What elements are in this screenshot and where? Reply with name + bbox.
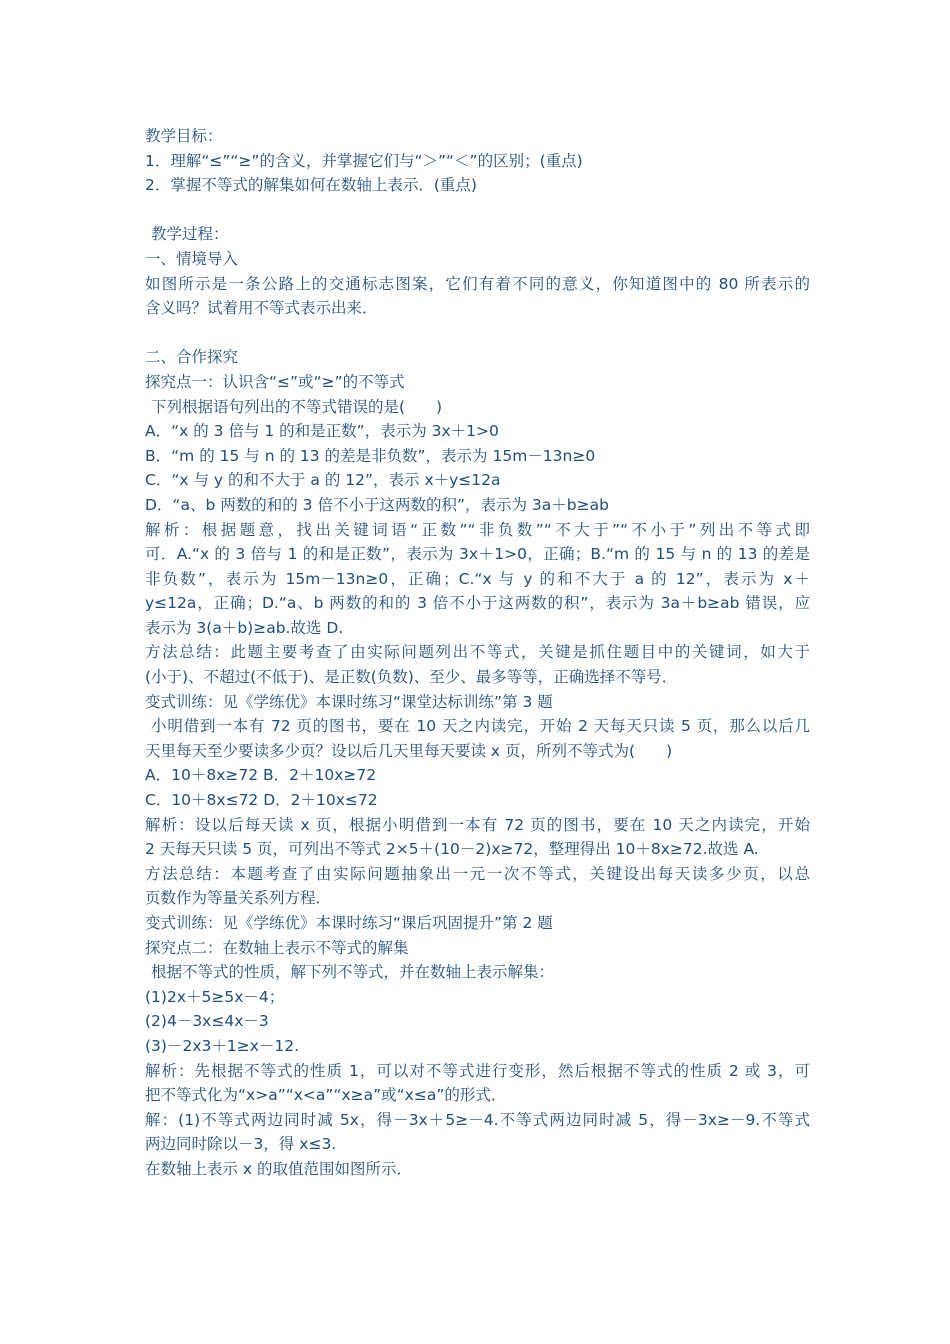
q3-solution-3: 在数轴上表示 x 的取值范围如图所示． bbox=[145, 1159, 413, 1178]
q1-analysis-3: 非负数”，表示为 15m－13n≥0，正确；C.“x 与 y 的和不大于 a 的 12”，表示为 x＋ bbox=[145, 569, 810, 588]
q2-method-2: 页数作为等量关系列方程． bbox=[145, 889, 332, 908]
q1-option-a: A．“x 的 3 倍与 1 的和是正数”，表示为 3x＋1>0 bbox=[145, 422, 499, 441]
q3-solution-1: 解：(1)不等式两边同时减 5x，得－3x＋5≥－4.不等式两边同时减 5，得－3x≥－9.不等式 bbox=[145, 1110, 810, 1129]
q2-stem-2: 天里每天至少要读多少页？设以后几天里每天要读 x 页，所列不等式为( ) bbox=[145, 741, 673, 760]
q3-stem: 根据不等式的性质，解下列不等式，并在数轴上表示解集： bbox=[151, 963, 555, 982]
lesson-content bbox=[145, 124, 810, 1182]
goal-2: 2．掌握不等式的解集如何在数轴上表示．(重点) bbox=[145, 176, 477, 195]
q3-solution-2: 两边同时除以－3，得 x≤3. bbox=[145, 1135, 337, 1154]
q1-analysis-4: y≤12a，正确；D.“a、b 两数的和的 3 倍不小于这两数的积”，表示为 3a＋b≥ab 错误，应 bbox=[145, 594, 810, 613]
q2-method-1: 方法总结：本题考查了由实际问题抽象出一元一次不等式，关键设出每天读多少页，以总 bbox=[145, 864, 810, 883]
point-1-title: 探究点一：认识含“≤”或“≥”的不等式 bbox=[145, 372, 405, 391]
q1-option-c: C．“x 与 y 的和不大于 a 的 12”，表示 x＋y≤12a bbox=[145, 471, 501, 490]
q2-options-ab: A．10＋8x≥72 B．2＋10x≥72 bbox=[145, 766, 377, 785]
q2-stem-1: 小明借到一本有 72 页的图书，要在 10 天之内读完，开始 2 天每天只读 5 页，那么以后几 bbox=[151, 717, 810, 736]
spacer bbox=[145, 321, 810, 346]
q2-options-cd: C．10＋8x≤72 D．2＋10x≤72 bbox=[145, 791, 378, 810]
section-1-title: 一、情境导入 bbox=[145, 249, 239, 268]
q1-analysis-5: 表示为 3(a＋b)≥ab.故选 D. bbox=[145, 618, 344, 637]
q3-item-2: (2)4－3x≤4x－3 bbox=[145, 1012, 269, 1031]
intro-line-2: 含义吗？试着用不等式表示出来． bbox=[145, 299, 378, 318]
spacer bbox=[145, 198, 810, 223]
q1-stem: 下列根据语句列出的不等式错误的是( ) bbox=[151, 397, 443, 416]
q2-analysis-2: 2 天每天只读 5 页，可列出不等式 2×5＋(10－2)x≥72，整理得出 10＋8x≥72.故选 A. bbox=[145, 840, 759, 859]
q3-item-1: (1)2x＋5≥5x－4； bbox=[145, 987, 285, 1006]
q3-analysis-1: 解析：先根据不等式的性质 1，可以对不等式进行变形，然后根据不等式的性质 2 或 3，可 bbox=[145, 1061, 810, 1080]
q1-option-b: B．“m 的 15 与 n 的 13 的差是非负数”，表示为 15m－13n≥0 bbox=[145, 446, 596, 465]
section-2-title: 二、合作探究 bbox=[145, 348, 239, 367]
q3-analysis-2: 把不等式化为“x>a”“x<a”“x≥a”或“x≤a”的形式． bbox=[145, 1086, 507, 1105]
q2-analysis-1: 解析：设以后每天读 x 页，根据小明借到一本有 72 页的图书，要在 10 天之内读完，开始 bbox=[145, 815, 810, 834]
process-heading: 教学过程： bbox=[151, 225, 229, 244]
intro-line-1: 如图所示是一条公路上的交通标志图案，它们有着不同的意义，你知道图中的 80 所表示的 bbox=[145, 274, 810, 293]
goals-heading: 教学目标： bbox=[145, 127, 223, 145]
q1-method-2: (小于)、不超过(不低于)、是正数(负数)、至少、最多等等，正确选择不等号． bbox=[145, 668, 678, 687]
point-2-title: 探究点二：在数轴上表示不等式的解集 bbox=[145, 938, 409, 957]
q3-item-3: (3)－2x3＋1≥x－12. bbox=[145, 1036, 300, 1055]
q1-training: 变式训练：见《学练优》本课时练习“课堂达标训练”第 3 题 bbox=[145, 692, 553, 711]
q1-analysis-1: 解析：根据题意，找出关键词语“正数”“非负数”“不大于”“不小于”列出不等式即 bbox=[145, 520, 810, 539]
q2-training: 变式训练：见《学练优》本课时练习“课后巩固提升”第 2 题 bbox=[145, 914, 553, 932]
q1-method-1: 方法总结：此题主要考查了由实际问题列出不等式，关键是抓住题目中的关键词，如大于 bbox=[145, 643, 810, 662]
goal-1: 1．理解“≤”“≥”的含义，并掌握它们与“＞”“＜”的区别；(重点) bbox=[145, 151, 583, 170]
q1-option-d: D．“a、b 两数的和的 3 倍不小于这两数的积”，表示为 3a＋b≥ab bbox=[145, 495, 609, 514]
q1-analysis-2: 可．A.“x 的 3 倍与 1 的和是正数”，表示为 3x＋1>0，正确；B.“m 的 15 与 n 的 13 的差是 bbox=[145, 545, 810, 564]
